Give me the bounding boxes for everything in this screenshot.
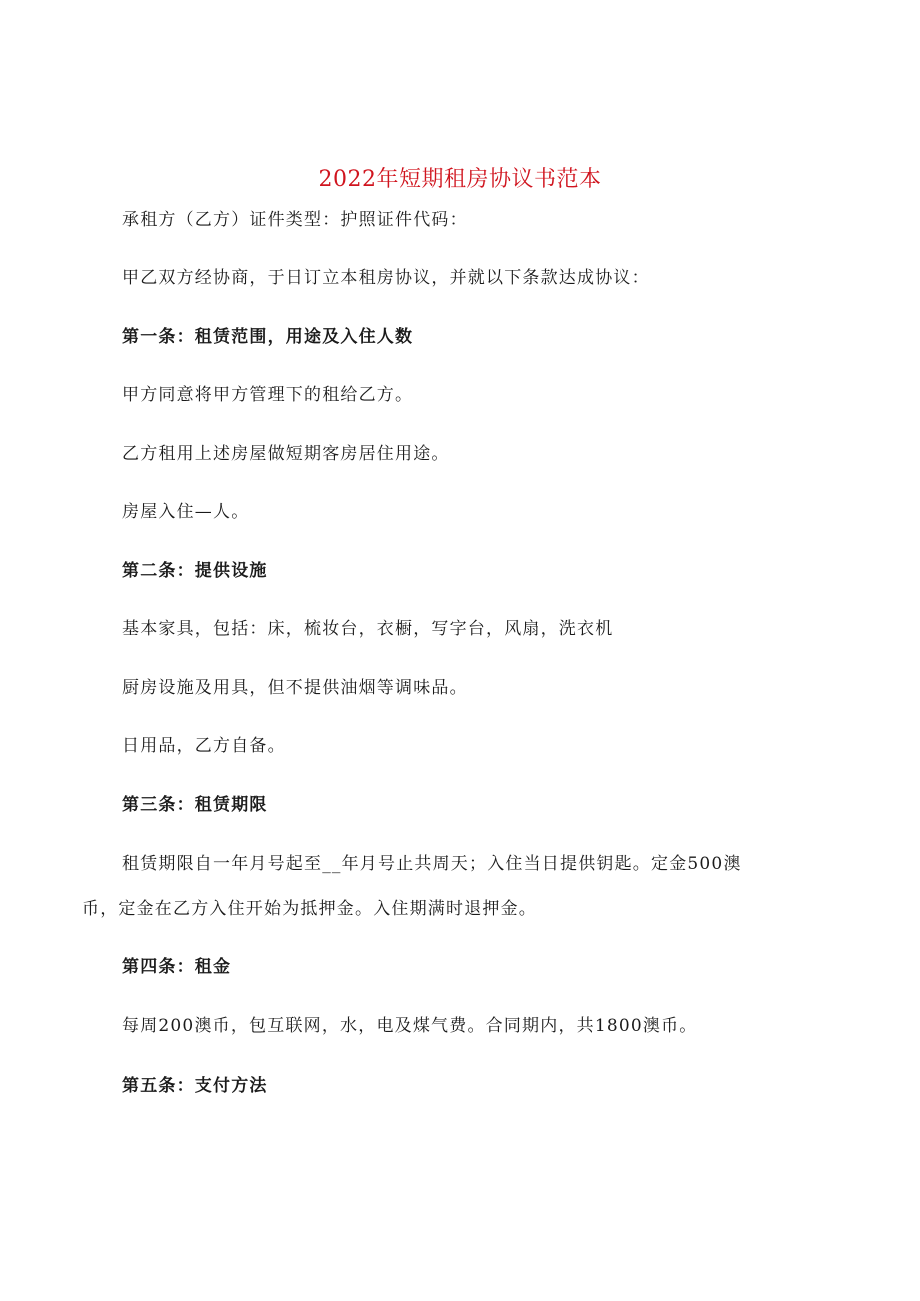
article-2-heading: 第二条：提供设施 <box>122 561 268 581</box>
paragraph-usage: 乙方租用上述房屋做短期客房居住用途。 <box>122 444 450 464</box>
paragraph-furniture: 基本家具，包括：床，梳妆台，衣橱，写字台，风扇，洗衣机 <box>122 619 614 639</box>
article-4-heading: 第四条：租金 <box>122 957 232 977</box>
paragraph-agreement-intro: 甲乙双方经协商，于日订立本租房协议，并就以下条款达成协议： <box>122 268 650 288</box>
paragraph-lease-term-line-1: 租赁期限自一年月号起至__年月号止共周天；入住当日提供钥匙。定金500澳 <box>122 854 742 874</box>
document-title: 2022年短期租房协议书范本 <box>318 167 602 192</box>
article-5-heading: 第五条：支付方法 <box>122 1076 268 1096</box>
paragraph-lease-term-line-2: 币，定金在乙方入住开始为抵押金。入住期满时退押金。 <box>82 899 537 919</box>
paragraph-kitchen: 厨房设施及用具，但不提供油烟等调味品。 <box>122 678 468 698</box>
paragraph-occupants: 房屋入住—人。 <box>122 502 250 522</box>
paragraph-tenant-id: 承租方（乙方）证件类型：护照证件代码： <box>122 210 468 230</box>
paragraph-rent: 每周200澳币，包互联网，水，电及煤气费。合同期内，共1800澳币。 <box>122 1016 698 1036</box>
paragraph-lease-scope: 甲方同意将甲方管理下的租给乙方。 <box>122 385 414 405</box>
paragraph-daily-items: 日用品，乙方自备。 <box>122 736 286 756</box>
article-1-heading: 第一条：租赁范围，用途及入住人数 <box>122 327 414 347</box>
article-3-heading: 第三条：租赁期限 <box>122 795 268 815</box>
